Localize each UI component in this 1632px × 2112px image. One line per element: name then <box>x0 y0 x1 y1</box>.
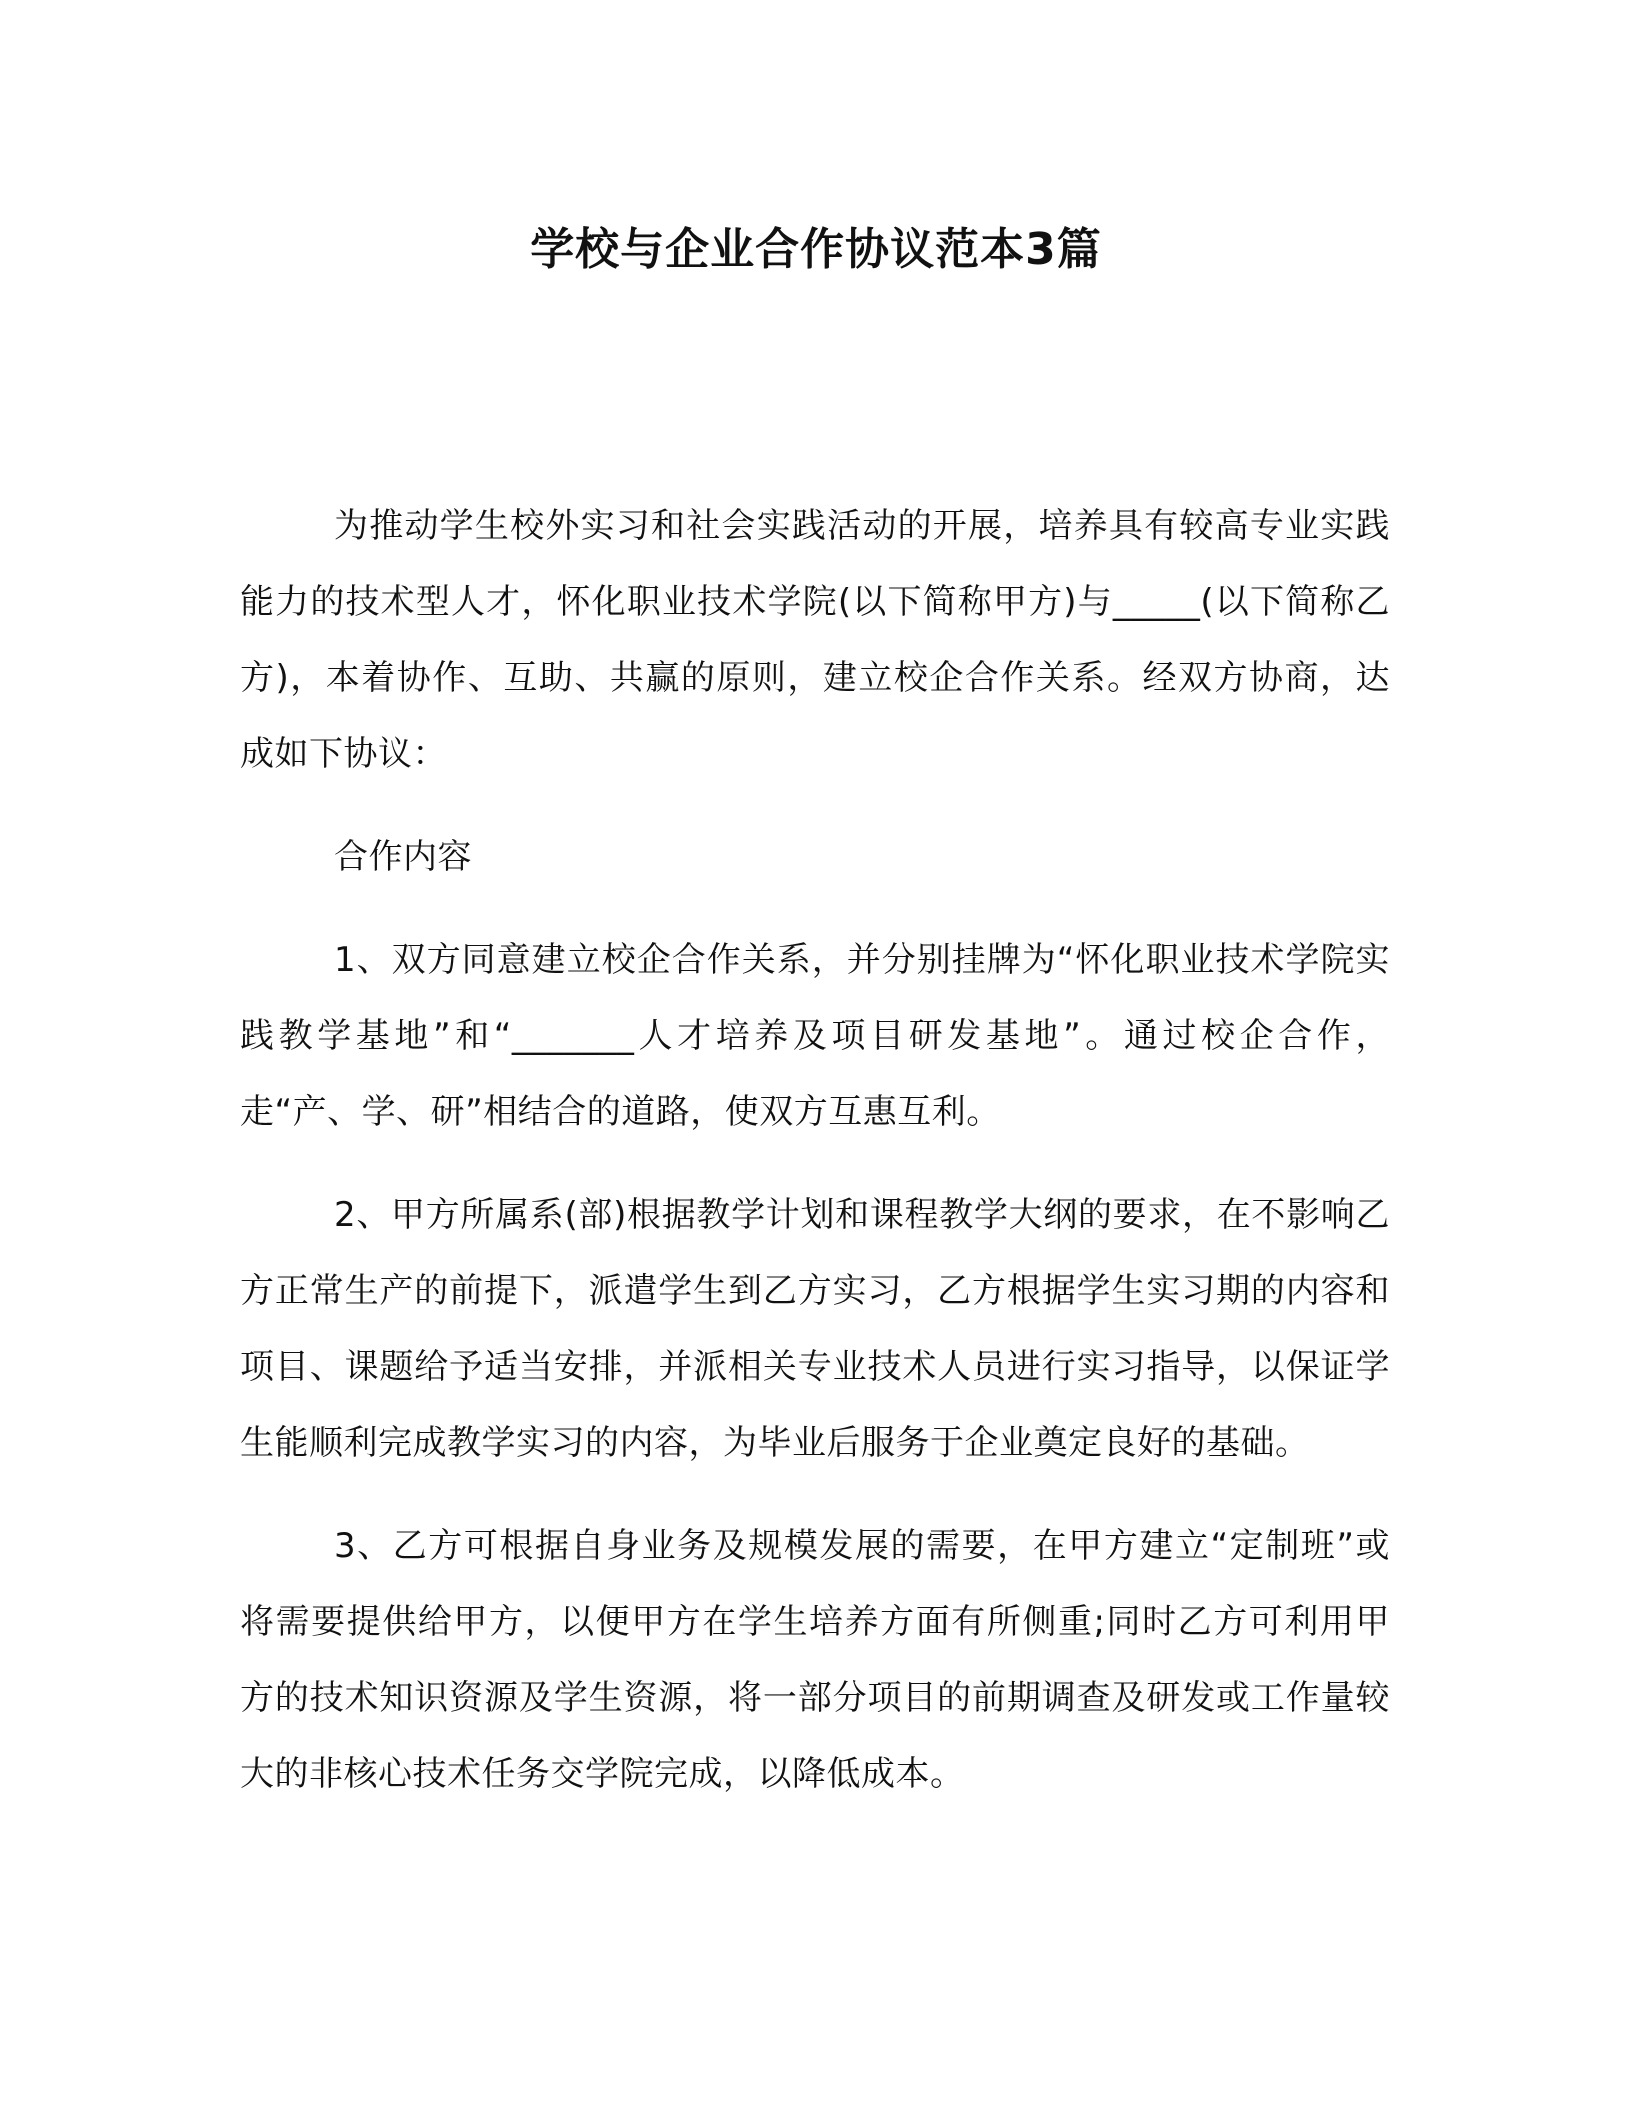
document-body <box>240 488 1390 1812</box>
section-heading-cooperation: 合作内容 <box>334 837 472 877</box>
clause-1-paragraph: 1、双方同意建立校企合作关系，并分别挂牌为“怀化职业技术学院实践教学基地”和“_______人才培养及项目研发基地”。通过校企合作，走“产、学、研”相结合的道路，使双方互惠互利。 <box>240 940 1390 1132</box>
document-title: 学校与企业合作协议范本3篇 <box>530 224 1102 275</box>
clause-3-paragraph: 3、乙方可根据自身业务及规模发展的需要，在甲方建立“定制班”或将需要提供给甲方，以便甲方在学生培养方面有所侧重;同时乙方可利用甲方的技术知识资源及学生资源，将一部分项目的前期调查及研发或工作量较大的非核心技术任务交学院完成，以降低成本。 <box>240 1526 1390 1794</box>
clause-2-paragraph: 2、甲方所属系(部)根据教学计划和课程教学大纲的要求，在不影响乙方正常生产的前提下，派遣学生到乙方实习，乙方根据学生实习期的内容和项目、课题给予适当安排，并派相关专业技术人员进行实习指导，以保证学生能顺利完成教学实习的内容，为毕业后服务于企业奠定良好的基础。 <box>240 1195 1390 1463</box>
intro-paragraph: 为推动学生校外实习和社会实践活动的开展，培养具有较高专业实践能力的技术型人才，怀化职业技术学院(以下简称甲方)与_____(以下简称乙方)，本着协作、互助、共赢的原则，建立校企合作关系。经双方协商，达成如下协议： <box>240 506 1390 774</box>
